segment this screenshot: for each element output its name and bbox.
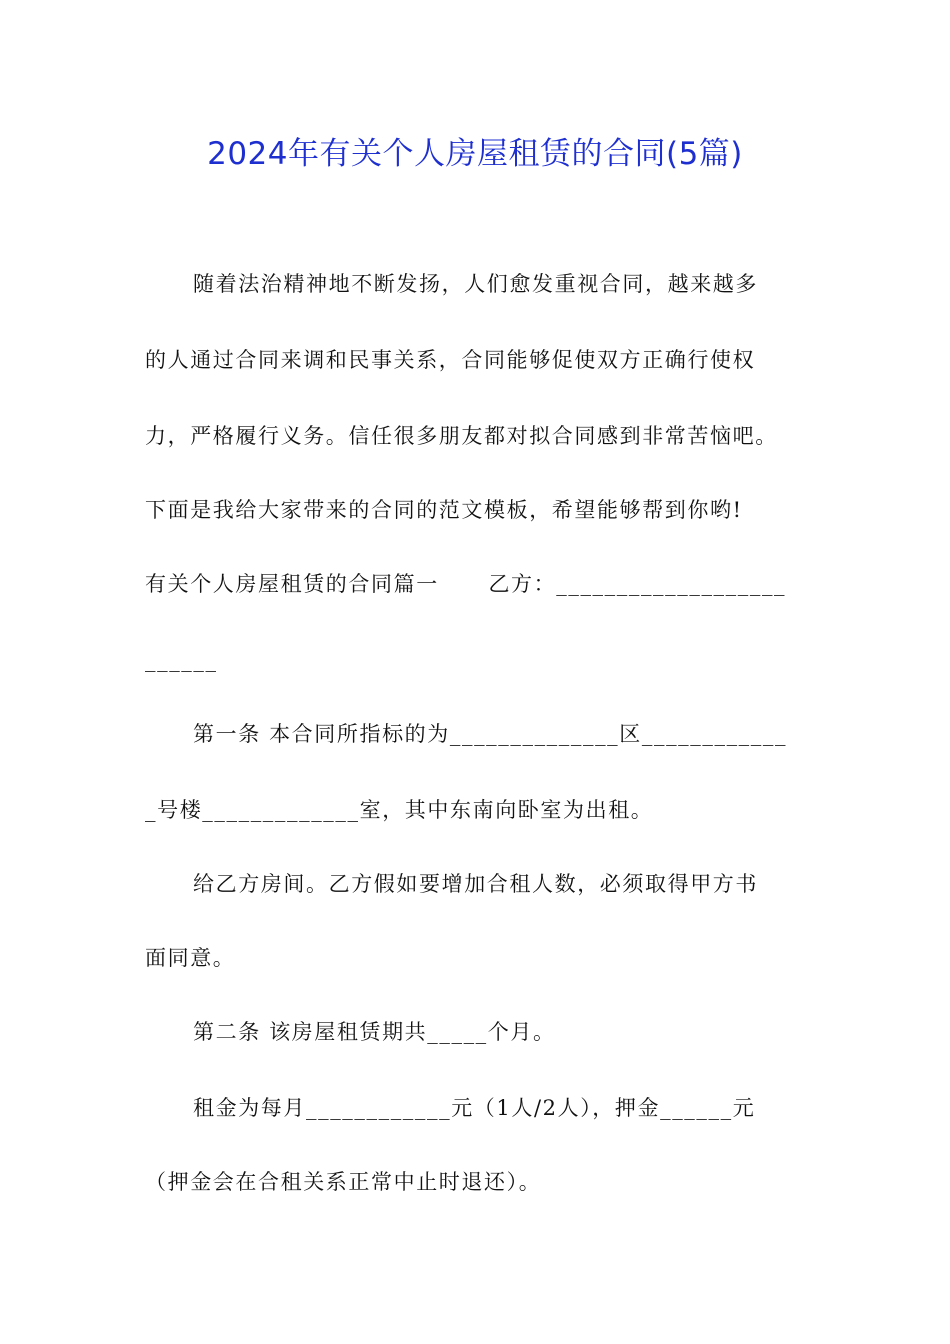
room-clause-line-2: 面同意。: [145, 946, 236, 970]
article-two-line: 第二条 该房屋租赁期共_____个月。: [193, 1020, 556, 1044]
room-clause-line-1: 给乙方房间。乙方假如要增加合租人数，必须取得甲方书: [193, 872, 758, 896]
article-one-line-2: _号楼_____________室，其中东南向卧室为出租。: [145, 798, 654, 822]
paragraph-line-3: 力，严格履行义务。信任很多朋友都对拟合同感到非常苦恼吧。: [145, 424, 778, 448]
section-heading-line: 有关个人房屋租赁的合同篇一 乙方：___________________: [145, 572, 787, 596]
rent-line-2: （押金会在合租关系正常中止时退还）。: [145, 1170, 542, 1194]
blank-continuation-line: ______: [145, 648, 218, 672]
paragraph-line-1: 随着法治精神地不断发扬，人们愈发重视合同，越来越多: [193, 272, 758, 296]
paragraph-line-2: 的人通过合同来调和民事关系，合同能够促使双方正确行使权: [145, 348, 756, 372]
document-title: 2024年有关个人房屋租赁的合同(5篇): [207, 136, 743, 172]
paragraph-line-4: 下面是我给大家带来的合同的范文模板，希望能够帮到你哟!: [145, 498, 743, 522]
rent-line-1: 租金为每月____________元（1人/2人），押金______元: [193, 1096, 756, 1120]
article-one-line-1: 第一条 本合同所指标的为______________区____________: [193, 722, 788, 746]
